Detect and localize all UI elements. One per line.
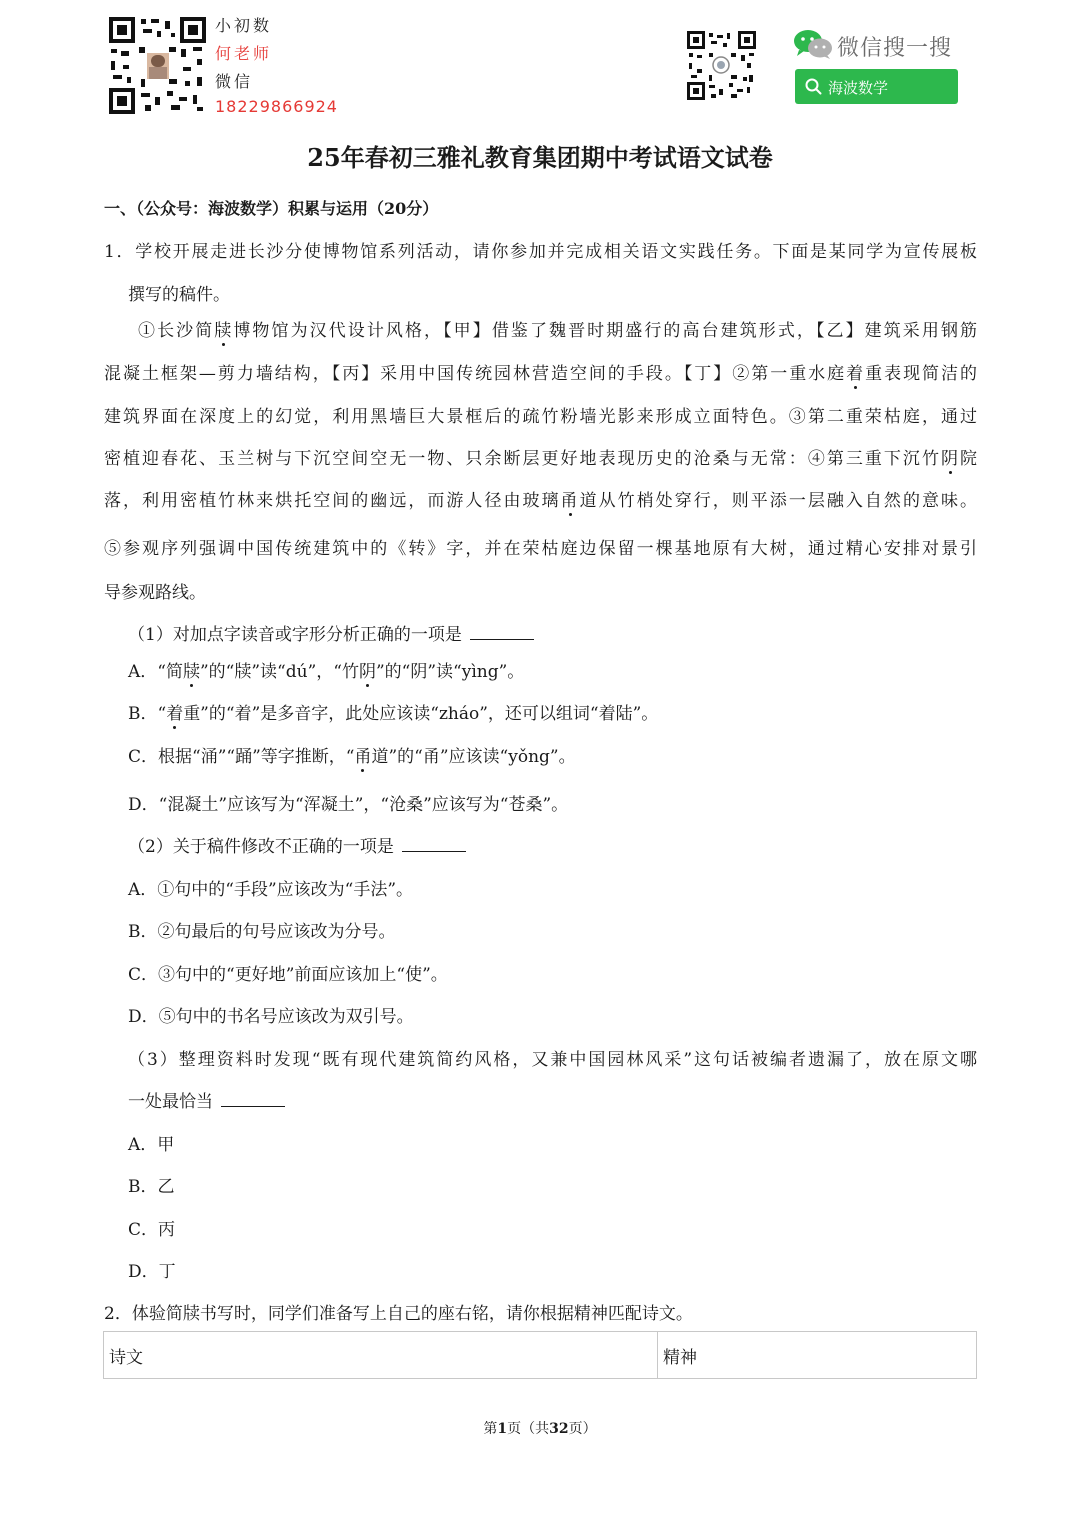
page-title: 25年春初三雅礼教育集团期中考试语文试卷 — [307, 143, 773, 172]
answer-blank[interactable] — [221, 1092, 285, 1107]
answer-blank[interactable] — [470, 625, 534, 640]
passage-line-3: 建筑界面在深度上的幻觉，利用黑墙巨大景框后的疏竹粉墙光影来形成立面特色。③第二重荣枯庭，通过 — [104, 407, 977, 427]
sub3-option-c[interactable]: C．丙 — [128, 1220, 176, 1240]
wechat-search-button[interactable] — [795, 69, 958, 104]
table-header-poem: 诗文 — [104, 1332, 658, 1379]
passage-line-5: 落，利用密植竹林来烘托空间的幽远，而游人径由玻璃甬道从竹梢处穿行，则平添一层融入自然的意味。 — [104, 491, 978, 511]
sub3-prompt-line1: （3）整理资料时发现“既有现代建筑简约风格，又兼中国园林风采”这句话被编者遗漏了，放在原文哪 — [128, 1050, 977, 1070]
wechat-logo-icon — [793, 28, 833, 60]
page-footer: 第1页（共32页） — [483, 1421, 597, 1437]
sub1-option-d[interactable]: D．“混凝土”应该写为“浑凝土”，“沧桑”应该写为“苍桑”。 — [128, 795, 569, 815]
wechat-search-button-label: 海波数学 — [828, 79, 889, 97]
qr-code-right — [687, 31, 756, 100]
page-number: 1 — [497, 1421, 508, 1437]
q1-stem-line1: 1．学校开展走进长沙分使博物馆系列活动，请你参加并完成相关语文实践任务。下面是某同学为宣传展板 — [104, 242, 977, 262]
contact-line-2: 何老师 — [215, 44, 273, 63]
poem-spirit-table — [103, 1331, 977, 1379]
sub1-option-c[interactable]: C．根据“涌”“踊”等字推断，“甬道”的“甬”应该读“yǒng”。 — [128, 747, 576, 767]
sub2-option-a[interactable]: A．①句中的“手段”应该改为“手法”。 — [128, 880, 414, 900]
answer-blank[interactable] — [402, 837, 466, 852]
passage-line-1: ①长沙简牍博物馆为汉代设计风格，【甲】借鉴了魏晋时期盛行的高台建筑形式，【乙】建筑采用钢筋 — [138, 321, 978, 341]
sub2-option-c[interactable]: C．③句中的“更好地”前面应该加上“使”。 — [128, 965, 448, 985]
qr-code-left — [109, 17, 206, 114]
passage-line-2: 混凝土框架—剪力墙结构，【丙】采用中国传统园林营造空间的手段。【丁】②第一重水庭着重表现简洁的 — [104, 364, 978, 384]
sub2-option-b[interactable]: B．②句最后的句号应该改为分号。 — [128, 922, 396, 942]
page-total: 32 — [549, 1421, 569, 1437]
sub1-option-b[interactable]: B．“着重”的“着”是多音字，此处应该读“zháo”，还可以组词“着陆”。 — [128, 704, 659, 724]
sub1-prompt: （1）对加点字读音或字形分析正确的一项是 — [128, 620, 534, 645]
contact-phone: 18229866924 — [215, 97, 338, 116]
sub3-option-b[interactable]: B．乙 — [128, 1177, 175, 1197]
sub3-prompt-line2: 一处最恰当 — [128, 1087, 285, 1112]
passage-line-6: ⑤参观序列强调中国传统建筑中的《转》字，并在荣枯庭边保留一棵基地原有大树，通过精心安排对景引 — [104, 539, 977, 559]
wechat-search-title: 微信搜一搜 — [837, 36, 953, 61]
sub2-prompt: （2）关于稿件修改不正确的一项是 — [128, 832, 466, 857]
contact-line-1: 小初数 — [215, 16, 273, 35]
passage-line-4: 密植迎春花、玉兰树与下沉空间空无一物、只余断层更好地表现历史的沧桑与无常：④第三重下沉竹阴院 — [104, 449, 978, 469]
contact-line-3: 微信 — [215, 72, 254, 91]
q2-stem: 2．体验简牍书写时，同学们准备写上自己的座右铭，请你根据精神匹配诗文。 — [104, 1304, 693, 1324]
passage-line-7: 导参观路线。 — [104, 583, 206, 603]
sub3-option-a[interactable]: A．甲 — [128, 1135, 175, 1155]
table-header-spirit: 精神 — [658, 1332, 977, 1379]
sub2-option-d[interactable]: D．⑤句中的书名号应该改为双引号。 — [128, 1007, 414, 1027]
section-heading: 一、（公众号：海波数学）积累与运用（20分） — [104, 199, 439, 218]
sub1-option-a[interactable]: A．“简牍”的“牍”读“dú”，“竹阴”的“阴”读“yìng”。 — [128, 662, 525, 682]
q1-stem-line2: 撰写的稿件。 — [128, 285, 230, 305]
sub3-option-d[interactable]: D．丁 — [128, 1262, 176, 1282]
search-icon — [805, 78, 822, 95]
